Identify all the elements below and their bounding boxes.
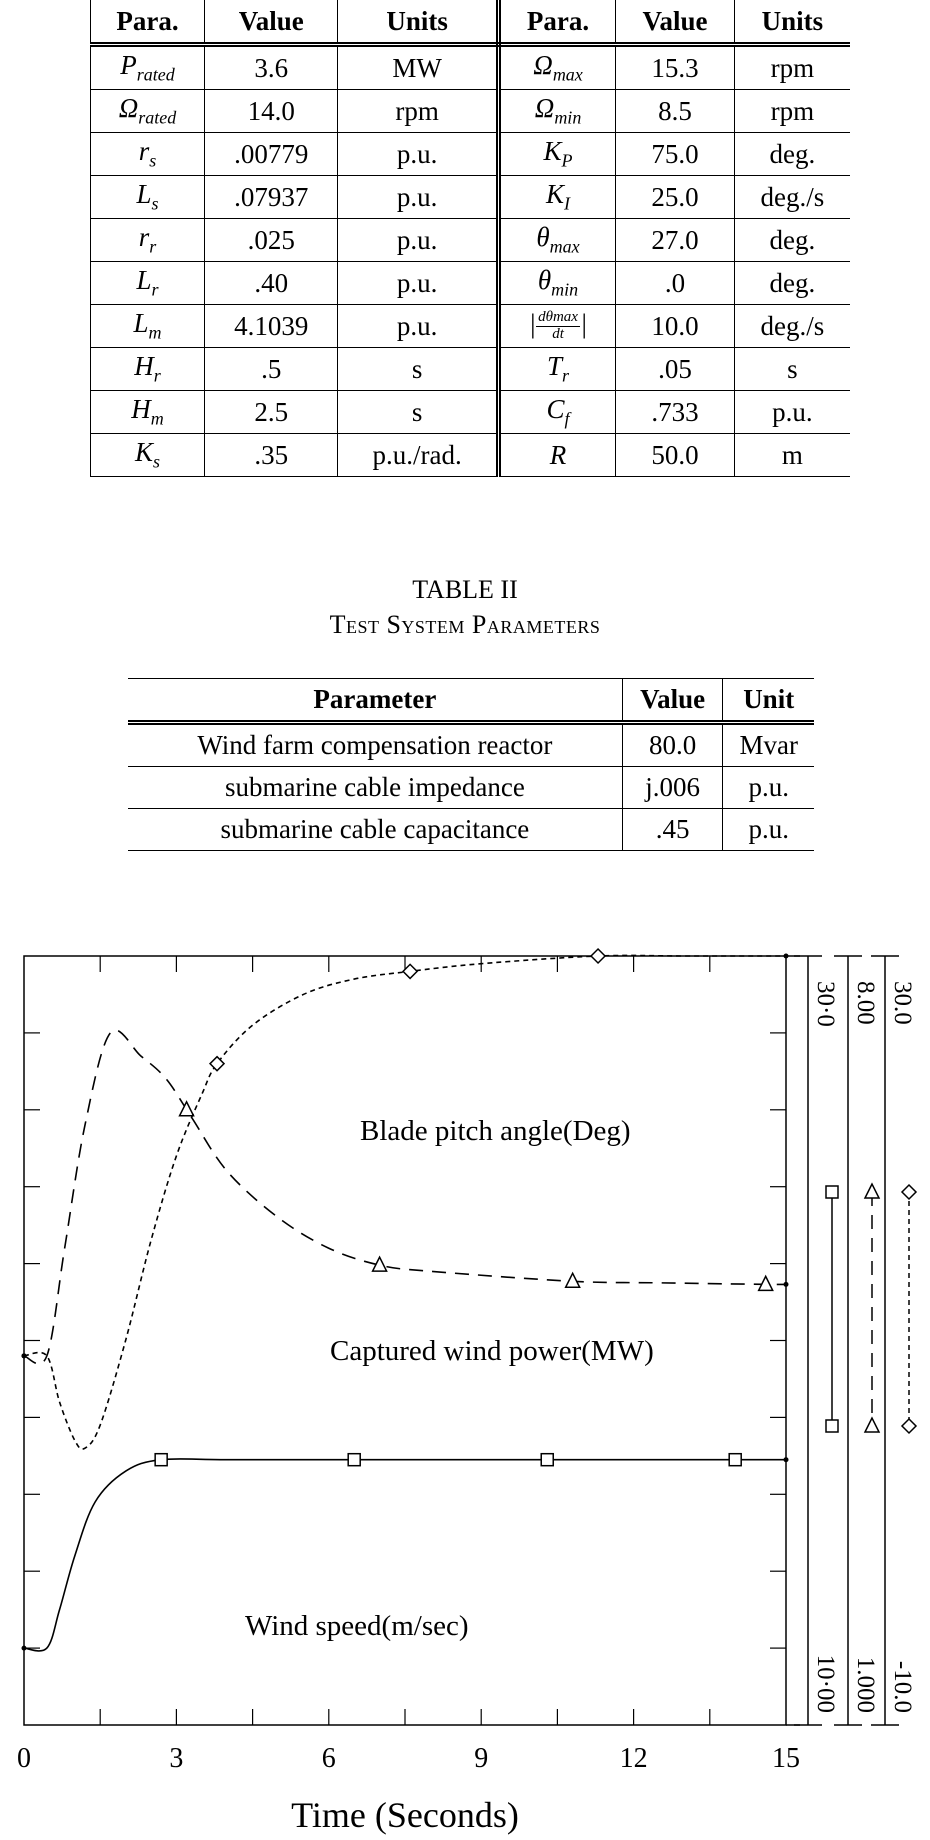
table-2-cell: submarine cable impedance xyxy=(128,767,622,809)
parameter-unit: s xyxy=(734,348,850,391)
table-2-cell: 80.0 xyxy=(622,723,723,767)
table-2-cell: .45 xyxy=(622,809,723,851)
table-1-header: Para. xyxy=(91,0,205,45)
parameter-value: .025 xyxy=(205,219,338,262)
legend-axis-max-label: 8.00 xyxy=(852,981,879,1025)
series-label: Wind speed(m/sec) xyxy=(245,1610,469,1642)
table-2-cell: Mvar xyxy=(723,723,814,767)
parameter-unit: m xyxy=(734,434,850,477)
parameter-symbol: $r_r$ xyxy=(91,219,205,262)
parameter-value: .00779 xyxy=(205,133,338,176)
legend-marker xyxy=(865,1418,879,1432)
parameter-symbol: $H_m$ xyxy=(91,391,205,434)
parameter-unit: deg./s xyxy=(734,176,850,219)
table-row xyxy=(128,767,814,809)
table-2-number: TABLE II xyxy=(412,575,518,604)
table-1-header: Value xyxy=(616,0,735,45)
table-1-header: Para. xyxy=(498,0,615,45)
table-2-cell: submarine cable capacitance xyxy=(128,809,622,851)
parameter-value: .40 xyxy=(205,262,338,305)
parameter-unit: p.u. xyxy=(338,305,499,348)
parameter-unit: p.u. xyxy=(338,262,499,305)
data-marker xyxy=(348,1454,360,1466)
parameter-value: .0 xyxy=(616,262,735,305)
parameter-unit: p.u. xyxy=(338,219,499,262)
parameter-unit: deg./s xyxy=(734,305,850,348)
data-marker xyxy=(729,1454,741,1466)
parameter-symbol: $H_r$ xyxy=(91,348,205,391)
parameter-unit: p.u. xyxy=(734,391,850,434)
legend-marker xyxy=(865,1184,879,1198)
parameter-unit: s xyxy=(338,391,499,434)
series-start-point xyxy=(22,1353,27,1358)
parameter-unit: rpm xyxy=(734,45,850,90)
table-2-caption xyxy=(0,572,930,642)
data-marker xyxy=(210,1057,224,1071)
parameter-symbol: | $\frac{d\theta\max}{dt}$ | xyxy=(498,305,615,348)
parameter-value: 10.0 xyxy=(616,305,735,348)
x-tick-label: 0 xyxy=(17,1743,31,1774)
series-end-point xyxy=(784,1457,789,1462)
parameter-unit: rpm xyxy=(734,90,850,133)
series-end-point xyxy=(784,1282,789,1287)
table-2-cell: Wind farm compensation reactor xyxy=(128,723,622,767)
parameter-symbol: $\Omega_{rated}$ xyxy=(91,90,205,133)
series-start-point xyxy=(22,1646,27,1651)
parameter-value: .35 xyxy=(205,434,338,477)
parameter-symbol: $L_s$ xyxy=(91,176,205,219)
parameter-value: .07937 xyxy=(205,176,338,219)
x-axis-label: Time (Seconds) xyxy=(291,1795,519,1835)
data-marker xyxy=(591,949,605,963)
parameter-unit: MW xyxy=(338,45,499,90)
data-marker xyxy=(566,1273,580,1287)
parameter-unit: p.u. xyxy=(338,133,499,176)
table-2-cell: p.u. xyxy=(723,809,814,851)
legend-axis-min-label: 1.000 xyxy=(852,1656,879,1713)
series-label: Captured wind power(MW) xyxy=(330,1335,654,1367)
table-2-header: Value xyxy=(622,679,723,723)
parameter-symbol: $L_r$ xyxy=(91,262,205,305)
table-2-cell: p.u. xyxy=(723,767,814,809)
parameter-symbol: $\theta_{max}$ xyxy=(498,219,615,262)
parameter-symbol: $\Omega_{max}$ xyxy=(498,45,615,90)
x-tick-label: 15 xyxy=(772,1743,800,1774)
legend-marker xyxy=(826,1186,838,1198)
parameter-unit: p.u./rad. xyxy=(338,434,499,477)
parameter-unit: deg. xyxy=(734,219,850,262)
table-row xyxy=(91,133,851,176)
data-marker xyxy=(180,1102,194,1116)
parameter-unit: deg. xyxy=(734,262,850,305)
table-row xyxy=(91,90,851,133)
table-row xyxy=(91,219,851,262)
parameter-symbol: $\theta_{min}$ xyxy=(498,262,615,305)
parameter-value: .5 xyxy=(205,348,338,391)
table-row xyxy=(91,262,851,305)
parameter-value: .05 xyxy=(616,348,735,391)
parameter-symbol: $T_r$ xyxy=(498,348,615,391)
table-2-cell: j.006 xyxy=(622,767,723,809)
data-marker xyxy=(155,1454,167,1466)
parameter-value: 75.0 xyxy=(616,133,735,176)
series-label: Blade pitch angle(Deg) xyxy=(360,1115,631,1147)
data-marker xyxy=(759,1276,773,1290)
legend-axis-max-label: 30.0 xyxy=(889,981,916,1025)
x-tick-label: 12 xyxy=(619,1743,648,1774)
parameter-value: 50.0 xyxy=(616,434,735,477)
table-1-header: Units xyxy=(734,0,850,45)
parameter-value: 25.0 xyxy=(616,176,735,219)
table-row xyxy=(91,305,851,348)
table-1-header: Units xyxy=(338,0,499,45)
legend-axis-min-label: 10·00 xyxy=(812,1654,839,1713)
parameter-symbol: $K_I$ xyxy=(498,176,615,219)
parameter-value: 3.6 xyxy=(205,45,338,90)
parameter-unit: deg. xyxy=(734,133,850,176)
parameter-value: 27.0 xyxy=(616,219,735,262)
parameter-symbol: R xyxy=(498,434,615,477)
table-2-header: Parameter xyxy=(128,679,622,723)
parameter-value: 2.5 xyxy=(205,391,338,434)
data-marker xyxy=(541,1454,553,1466)
table-1-header: Value xyxy=(205,0,338,45)
parameter-symbol: $r_s$ xyxy=(91,133,205,176)
table-row xyxy=(128,809,814,851)
table-row xyxy=(91,176,851,219)
table-2-header: Unit xyxy=(723,679,814,723)
x-tick-label: 3 xyxy=(169,1743,184,1774)
table-row xyxy=(91,434,851,477)
legend-axis-min-label: -10.0 xyxy=(889,1660,916,1713)
x-tick-label: 9 xyxy=(474,1743,489,1774)
series-line xyxy=(24,955,786,1449)
legend-marker xyxy=(902,1185,916,1199)
parameter-unit: rpm xyxy=(338,90,499,133)
series-line xyxy=(24,1030,786,1364)
table-row xyxy=(128,723,814,767)
legend-marker xyxy=(902,1419,916,1433)
table-row xyxy=(91,391,851,434)
parameter-unit: s xyxy=(338,348,499,391)
legend-axis-max-label: 30·0 xyxy=(812,981,839,1027)
x-tick-label: 6 xyxy=(321,1743,336,1774)
parameter-symbol: $K_s$ xyxy=(91,434,205,477)
parameter-value: 14.0 xyxy=(205,90,338,133)
parameter-symbol: $\Omega_{min}$ xyxy=(498,90,615,133)
parameter-unit: p.u. xyxy=(338,176,499,219)
parameter-symbol: $K_P$ xyxy=(498,133,615,176)
test-system-parameters-table xyxy=(128,678,814,851)
legend-marker xyxy=(826,1420,838,1432)
table-row xyxy=(91,45,851,90)
wind-turbine-response-chart xyxy=(0,940,930,1840)
parameter-symbol: $L_m$ xyxy=(91,305,205,348)
parameter-value: 4.1039 xyxy=(205,305,338,348)
parameter-symbol: $C_f$ xyxy=(498,391,615,434)
parameter-table-1 xyxy=(90,0,850,477)
parameter-value: .733 xyxy=(616,391,735,434)
parameter-value: 15.3 xyxy=(616,45,735,90)
table-row xyxy=(91,348,851,391)
table-2-title: Test System Parameters xyxy=(329,610,601,640)
parameter-symbol: $P_{rated}$ xyxy=(91,45,205,90)
parameter-value: 8.5 xyxy=(616,90,735,133)
